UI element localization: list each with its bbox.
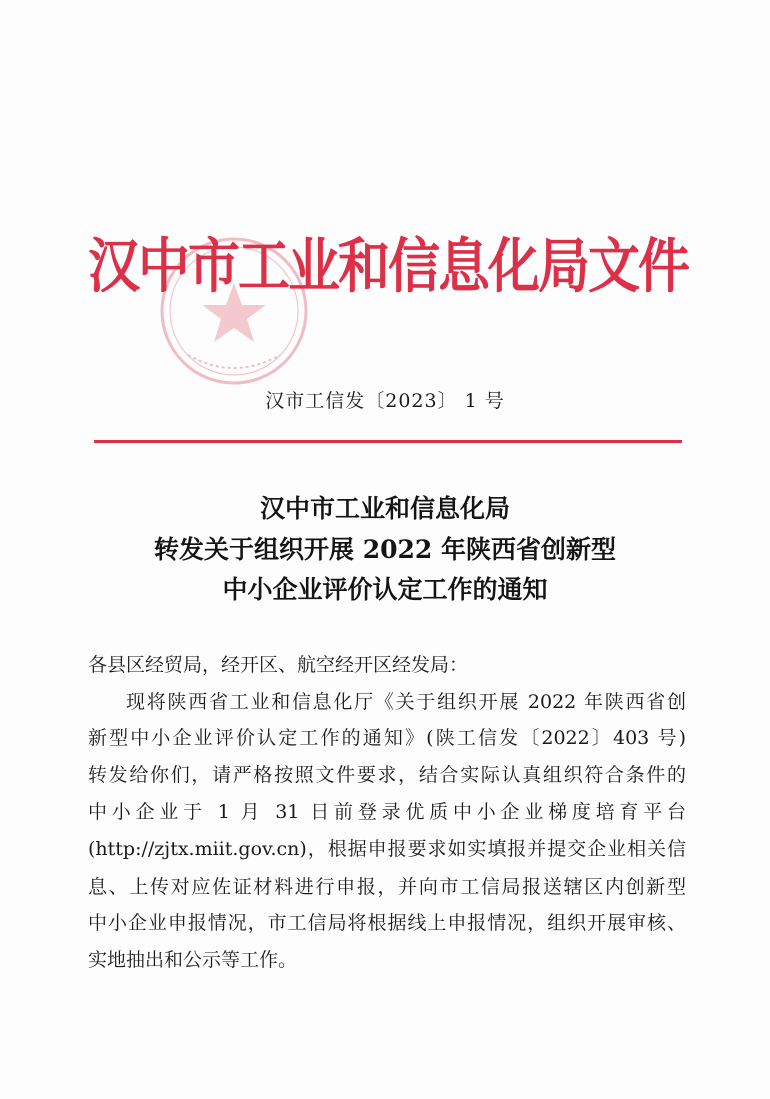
document-number: 汉市工信发〔2023〕 1 号: [265, 390, 505, 412]
body-line: 现将陕西省工业和信息化厅《关于组织开展 2022 年陕西省创: [126, 691, 686, 713]
body-line: 实地抽出和公示等工作。: [88, 949, 298, 971]
body-line: 中小企业申报情况，市工信局将根据线上申报情况，组织开展审核、: [88, 912, 686, 934]
body-line: 中小企业于 1 月 31 日前登录优质中小企业梯度培育平台: [88, 801, 686, 823]
notice-title-line: 中小企业评价认定工作的通知: [222, 575, 548, 604]
body-line: (http://zjtx.miit.gov.cn)，根据申报要求如实填报并提交企业相关信: [88, 838, 686, 860]
red-divider: [94, 440, 682, 443]
salutation: 各县区经贸局，经开区、航空经开区经发局：: [88, 654, 469, 676]
body-line: 新型中小企业评价认定工作的通知》(陕工信发〔2022〕403 号): [88, 727, 686, 749]
notice-title-line: 汉中市工业和信息化局: [259, 494, 510, 523]
issuer-title: 汉中市工业和信息化局文件: [88, 232, 689, 302]
body-line: 息、上传对应佐证材料进行申报，并向市工信局报送辖区内创新型: [88, 876, 686, 898]
notice-title-line: 转发关于组织开展 2022 年陕西省创新型: [154, 535, 616, 564]
body-line: 转发给你们，请严格按照文件要求，结合实际认真组织符合条件的: [88, 764, 686, 786]
